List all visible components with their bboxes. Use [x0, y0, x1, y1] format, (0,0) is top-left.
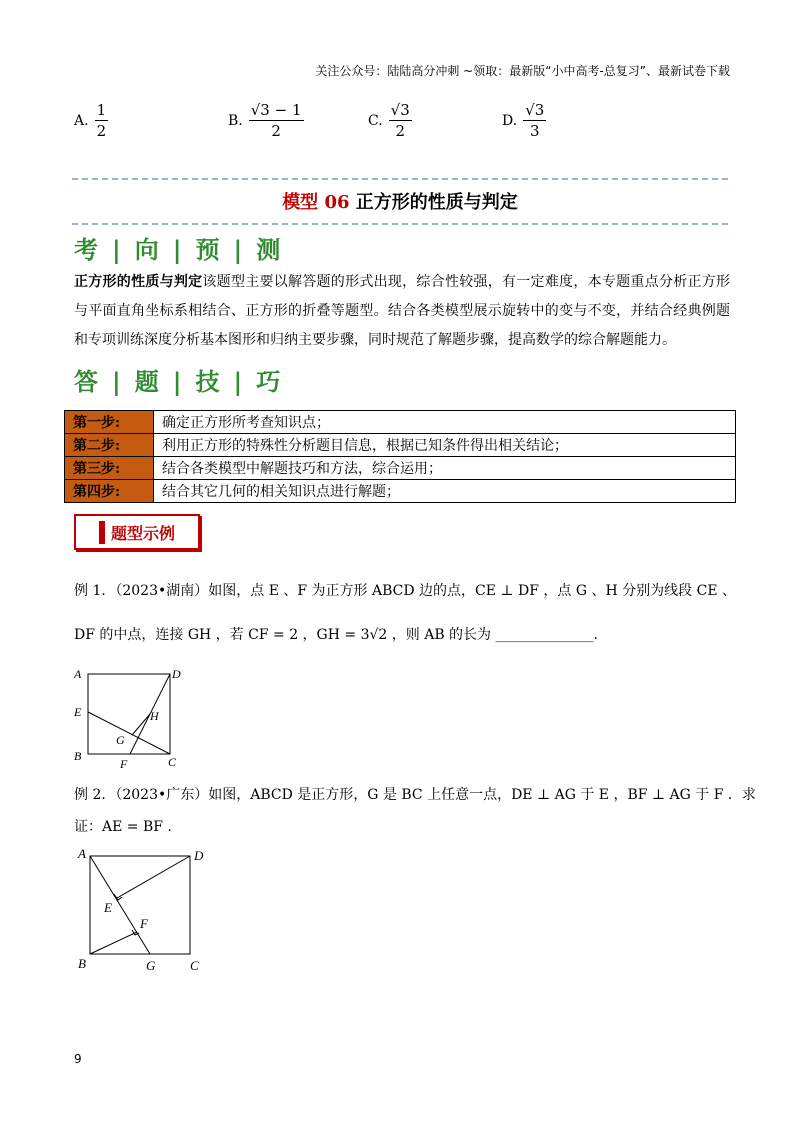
figure-1	[70, 664, 190, 774]
choice-b: B. $\frac{√3 - 1}{2}$	[228, 101, 302, 140]
choice-c: C. $\frac{√3}{2}$	[368, 101, 410, 140]
svg-text:D: D	[194, 848, 204, 863]
step-row: 第三步: 结合各类模型中解题技巧和方法，综合运用；	[65, 457, 736, 480]
intro-paragraph: 正方形的性质与判定该题型主要以解答题的形式出现，综合性较强，有一定难度，本专题重点分析正方形与平面直角坐标系相结合、正方形的折叠等题型。结合各类模型展示旋转中的变与不变，并结合经典例题和专项训练深度分析基本图形和归纳主要步骤，同时规范了解题步骤，提高数学的综合解题能力。	[74, 274, 731, 348]
svg-text:F: F	[120, 757, 128, 771]
figure-2	[72, 842, 212, 976]
svg-text:A: A	[74, 667, 82, 681]
steps-table	[64, 410, 736, 503]
svg-text:A: A	[78, 846, 86, 861]
model-title: 模型 06 正方形的性质与判定	[282, 192, 518, 213]
svg-text:C: C	[190, 958, 199, 973]
svg-text:H: H	[150, 709, 159, 723]
choice-a: A. $\frac{1}{2}$	[74, 101, 107, 140]
svg-text:F: F	[140, 916, 148, 931]
example-badge: 题型示例	[74, 514, 200, 550]
svg-text:G: G	[146, 958, 156, 973]
svg-text:E: E	[104, 900, 112, 915]
svg-text:B: B	[78, 956, 86, 971]
example1-line1: 例 1．（2023•湖南）如图，点 E 、F 为正方形 ABCD 边的点，CE ⊥ DF ，点 G 、H 分别为线段 CE 、	[74, 583, 736, 599]
choice-d: D. $\frac{√3}{3}$	[502, 101, 545, 140]
svg-text:G: G	[116, 733, 125, 747]
step-row: 第二步: 利用正方形的特殊性分析题目信息，根据已知条件得出相关结论；	[65, 434, 736, 457]
example2-line1: 例 2．（2023•广东）如图，ABCD 是正方形，G 是 BC 上任意一点，DE ⊥ AG 于 E ，BF ⊥ AG 于 F ．求	[74, 787, 756, 803]
example2-line2: 证：AE = BF .	[74, 819, 172, 835]
svg-text:C: C	[168, 755, 177, 769]
step-row: 第四步: 结合其它几何的相关知识点进行解题；	[65, 480, 736, 503]
example1-line2: DF 的中点，连接 GH ，若 CF = 2 ，GH = 3√2 ，则 AB 的长为 ______________.	[74, 627, 598, 643]
divider-top	[72, 178, 728, 180]
svg-text:E: E	[74, 705, 82, 719]
step-row: 第一步: 确定正方形所考查知识点；	[65, 411, 736, 434]
divider-bottom	[72, 223, 728, 225]
page-number: 9	[74, 1052, 82, 1066]
page-header: 关注公众号：陆陆高分冲刺 ~领取：最新版“小中高考-总复习”、最新试卷下载	[315, 64, 730, 78]
section-heading-forecast: 考 | 向 | 预 | 测	[74, 235, 283, 264]
svg-text:D: D	[172, 667, 181, 681]
svg-text:B: B	[74, 749, 82, 763]
section-heading-tips: 答 | 题 | 技 | 巧	[74, 367, 283, 396]
